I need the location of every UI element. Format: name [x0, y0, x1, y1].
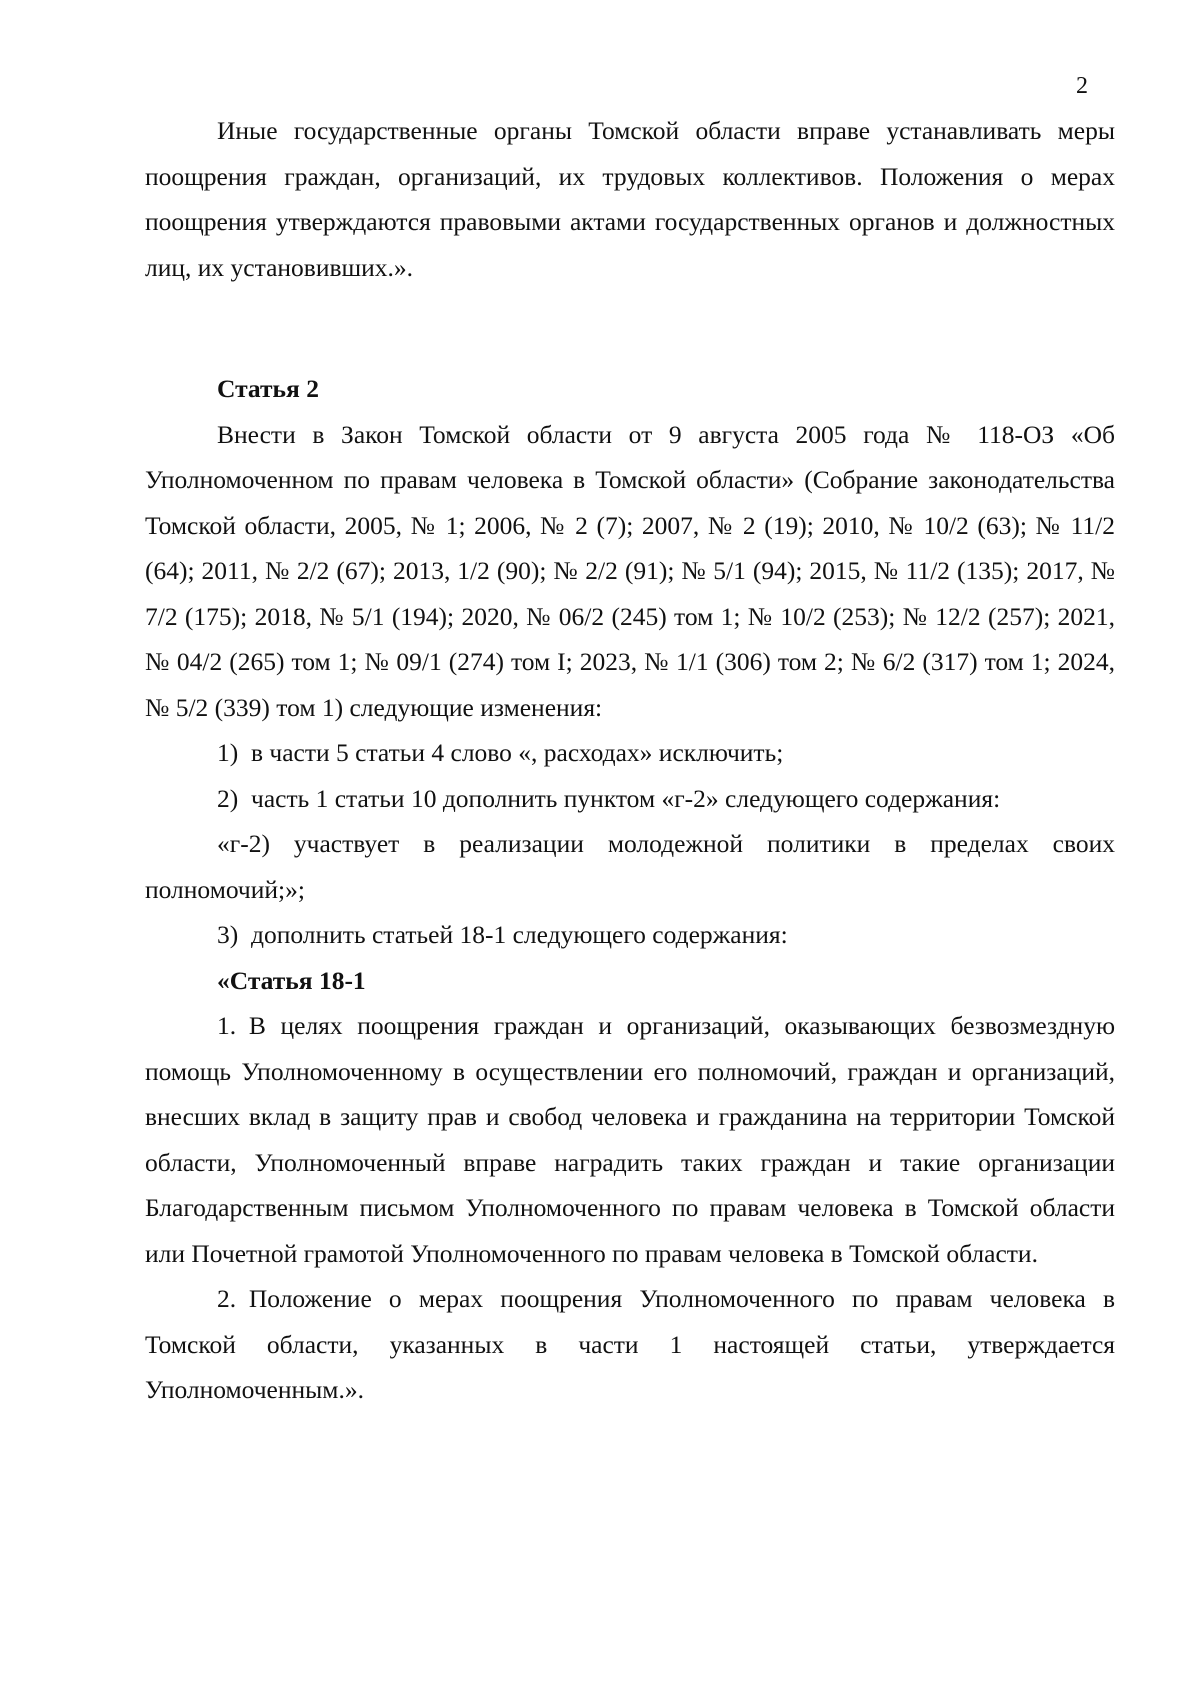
article-18-1-part-2: 2. Положение о мерах поощрения Уполномоченного по правам человека в Томской области, указанных в части 1 настоящей статьи, утверждается Уполномоченным.». — [145, 1284, 1115, 1404]
article-2-heading: Статья 2 — [217, 374, 319, 403]
list-item-1: 1) в части 5 статьи 4 слово «, расходах» исключить; — [217, 738, 784, 767]
article-18-1-part-1: 1. В целях поощрения граждан и организаций, оказывающих безвозмездную помощь Уполномоченному в осуществлении его полномочий, граждан и организаций, внесших вклад в защиту прав и свобод человека и гражданина на территории Томской области, Уполномоченный вправе наградить таких граждан и такие организации Благодарственным письмом Уполномоченного по правам человека в Томской области или Почетной грамотой Уполномоченного по правам человека в Томской области. — [145, 1011, 1115, 1268]
page-number: 2 — [1076, 73, 1088, 99]
list-item-2-text: «г-2) участвует в реализации молодежной политики в пределах своих полномочий;»; — [145, 829, 1115, 904]
paragraph-amendment-intro: Внести в Закон Томской области от 9 августа 2005 года № 118-ОЗ «Об Уполномоченном по правам человека в Томской области» (Собрание законодательства Томской области, 2005, № 1; 2006, № 2 (7); 2007, № 2 (19); 2010, № 10/2 (63); № 11/2 (64); 2011, № 2/2 (67); 2013, 1/2 (90); № 2/2 (91); № 5/1 (94); 2015, № 11/2 (135); 2017, № 7/2 (175); 2018, № 5/1 (194); 2020, № 06/2 (245) том 1; № 10/2 (253); № 12/2 (257); 2021, № 04/2 (265) том 1; № 09/1 (274) том I; 2023, № 1/1 (306) том 2; № 6/2 (317) том 1; 2024, № 5/2 (339) том 1) следующие изменения: — [145, 419, 1115, 722]
paragraph-other-bodies: Иные государственные органы Томской области вправе устанавливать меры поощрения граждан, организаций, их трудовых коллективов. Положения о мерах поощрения утверждаются правовыми актами государственных органов и должностных лиц, их установивших.». — [145, 116, 1115, 282]
list-item-3: 3) дополнить статьей 18-1 следующего содержания: — [217, 920, 788, 949]
article-18-1-heading: «Статья 18-1 — [217, 965, 366, 995]
document-body — [145, 108, 1115, 1413]
list-item-2: 2) часть 1 статьи 10 дополнить пунктом «г-2» следующего содержания: — [217, 783, 1001, 813]
